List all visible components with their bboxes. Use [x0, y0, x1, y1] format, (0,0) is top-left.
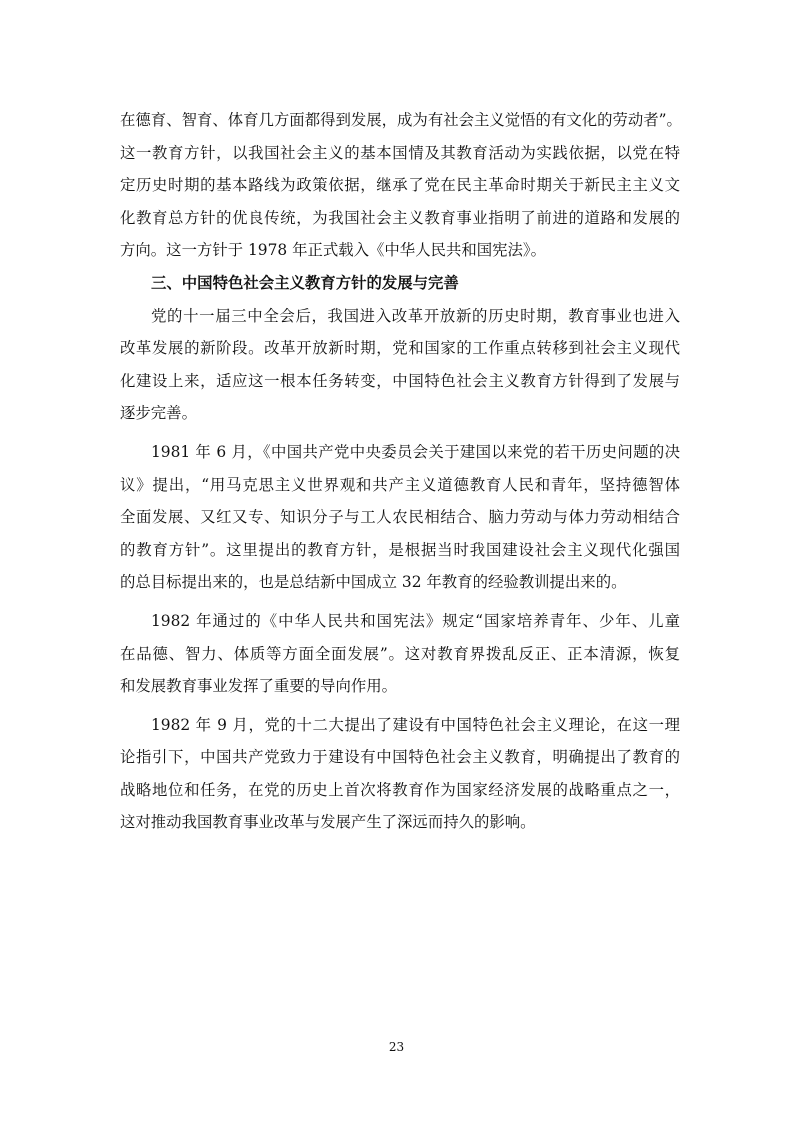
text-line: 这一教育方针，以我国社会主义的基本国情及其教育活动为实践依据，以党在特 — [120, 143, 680, 162]
text-line: 的教育方针”。这里提出的教育方针，是根据当时我国建设社会主义现代化强国 — [120, 540, 680, 559]
text-line: 定历史时期的基本路线为政策依据，继承了党在民主革命时期关于新民主主义文 — [120, 176, 680, 195]
text-line: 1982 年通过的《中华人民共和国宪法》规定“国家培养青年、少年、儿童 — [151, 611, 680, 630]
text-line: 逐步完善。 — [120, 404, 197, 423]
paragraph-3 — [120, 436, 680, 599]
text-line: 论指引下，中国共产党致力于建设有中国特色社会主义教育，明确提出了教育的 — [120, 748, 680, 767]
text-line: 化教育总方针的优良传统，为我国社会主义教育事业指明了前进的道路和发展的 — [120, 208, 680, 227]
text-line: 化建设上来，适应这一根本任务转变，中国特色社会主义教育方针得到了发展与 — [120, 371, 680, 390]
page-number: 23 — [388, 1040, 405, 1054]
text-line: 在德育、智育、体育几方面都得到发展，成为有社会主义觉悟的有文化的劳动者”。 — [120, 111, 682, 129]
text-line: 1982 年 9 月，党的十二大提出了建设有中国特色社会主义理论，在这一理 — [151, 715, 680, 734]
text-line: 全面发展、又红又专、知识分子与工人农民相结合、脑力劳动与体力劳动相结合 — [120, 508, 680, 527]
paragraph-2 — [120, 300, 680, 430]
text-line: 党的十一届三中全会后，我国进入改革开放新的历史时期，教育事业也进入 — [151, 306, 680, 325]
text-line: 战略地位和任务，在党的历史上首次将教育作为国家经济发展的战略重点之一， — [120, 780, 680, 799]
paragraph-1 — [120, 104, 680, 267]
paragraph-5 — [120, 709, 680, 839]
text-line: 的总目标提出来的，也是总结新中国成立 32 年教育的经验教训提出来的。 — [120, 573, 627, 592]
paragraph-4 — [120, 605, 680, 703]
text-line: 这对推动我国教育事业改革与发展产生了深远而持久的影响。 — [120, 813, 536, 832]
text-line: 方向。这一方针于 1978 年正式载入《中华人民共和国宪法》。 — [120, 241, 547, 260]
text-line: 议》提出，“用马克思主义世界观和共产主义道德教育人民和青年，坚持德智体 — [120, 475, 680, 494]
text-line: 1981 年 6 月，《中国共产党中央委员会关于建国以来党的若干历史问题的决 — [151, 442, 680, 461]
body-text — [120, 104, 680, 839]
text-line: 改革发展的新阶段。改革开放新时期，党和国家的工作重点转移到社会主义现代 — [120, 339, 680, 358]
section-heading: 三、中国特色社会主义教育方针的发展与完善 — [151, 273, 459, 292]
text-line: 在品德、智力、体质等方面全面发展”。这对教育界拨乱反正、正本清源，恢复 — [120, 644, 680, 663]
text-line: 和发展教育事业发挥了重要的导向作用。 — [120, 677, 398, 696]
